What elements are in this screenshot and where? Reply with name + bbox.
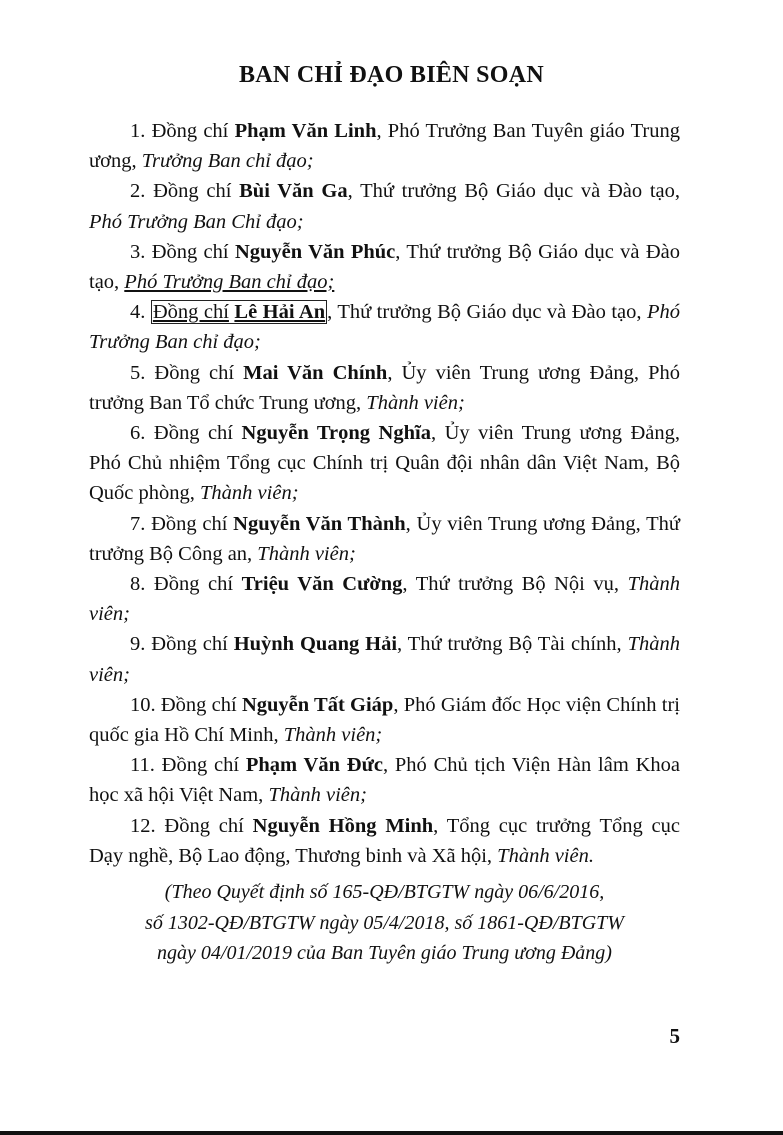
member-role: Phó Trưởng Ban chỉ đạo; bbox=[124, 271, 335, 294]
member-description: , Thứ trưởng Bộ Nội vụ, bbox=[402, 573, 628, 596]
page-number: 5 bbox=[669, 1024, 680, 1048]
entry-number: 7. Đồng chí bbox=[130, 512, 228, 535]
member-description: , Ủy viên Trung ương Đảng, Thứ trưởng Bộ Công an, bbox=[89, 512, 680, 565]
member-description: , Phó Trưởng Ban Tuyên giáo Trung ương, bbox=[89, 120, 681, 173]
member-role: Phó Trưởng Ban chỉ đạo; bbox=[89, 301, 681, 354]
source-line: (Theo Quyết định số 165-QĐ/BTGTW ngày 06/6/2016, bbox=[164, 881, 605, 903]
member-name: Bùi Văn Ga bbox=[239, 180, 348, 203]
member-description: , Thứ trưởng Bộ Giáo dục và Đào tạo, bbox=[89, 240, 680, 294]
entry-number: 6. Đồng chí bbox=[130, 422, 234, 445]
member-description: , Ủy viên Trung ương Đảng, Phó trưởng Ban Tổ chức Trung ương, bbox=[89, 361, 680, 414]
entry-number: 12. Đồng chí bbox=[130, 814, 244, 837]
list-item bbox=[89, 297, 680, 357]
member-role: Thành viên; bbox=[89, 633, 680, 686]
list-item bbox=[89, 116, 680, 176]
bottom-divider bbox=[0, 1131, 783, 1135]
member-role: Phó Trưởng Ban Chỉ đạo; bbox=[89, 210, 304, 233]
highlighted-name-box bbox=[151, 300, 327, 324]
member-description: , Thứ trưởng Bộ Tài chính, bbox=[397, 633, 628, 656]
member-role: Thành viên. bbox=[497, 844, 594, 867]
member-role: Thành viên; bbox=[89, 573, 681, 626]
entry-number: 3. Đồng chí bbox=[130, 240, 229, 263]
member-name: Phạm Văn Linh bbox=[234, 120, 377, 142]
entry-number: 2. Đồng chí bbox=[130, 180, 232, 203]
member-name: Lê Hải An bbox=[234, 301, 326, 324]
entry-number: 9. Đồng chí bbox=[130, 633, 228, 656]
source-line: ngày 04/01/2019 của Ban Tuyên giáo Trung ương Đảng) bbox=[157, 942, 612, 964]
source-note bbox=[89, 877, 680, 969]
list-item bbox=[89, 750, 680, 810]
member-description: , Tổng cục trưởng Tổng cục Dạy nghề, Bộ Lao động, Thương binh và Xã hội, bbox=[89, 814, 680, 867]
member-description: , Thứ trưởng Bộ Giáo dục và Đào tạo, bbox=[327, 301, 647, 324]
entry-number: 5. Đồng chí bbox=[130, 361, 235, 384]
member-name: Phạm Văn Đức bbox=[245, 754, 383, 777]
list-item bbox=[89, 629, 680, 689]
member-role: Thành viên; bbox=[366, 391, 465, 414]
list-item bbox=[89, 509, 680, 569]
member-name: Mai Văn Chính bbox=[243, 361, 388, 384]
member-description: , Ủy viên Trung ương Đảng, Phó Chủ nhiệm Tổng cục Chính trị Quân đội nhân dân Việt Nam, Bộ Quốc phòng, bbox=[89, 422, 680, 505]
source-line: số 1302-QĐ/BTGTW ngày 05/4/2018, số 1861-QĐ/BTGTW bbox=[145, 911, 624, 934]
member-name: Nguyễn Tất Giáp bbox=[241, 693, 394, 716]
member-role: Thành viên; bbox=[283, 724, 383, 747]
entry-number: 11. Đồng chí bbox=[130, 754, 240, 777]
entry-number: 10. Đồng chí bbox=[130, 693, 237, 716]
list-item bbox=[89, 418, 680, 509]
name-prefix: Đồng chí bbox=[152, 301, 229, 324]
member-role: Thành viên; bbox=[257, 542, 356, 565]
member-role: Trưởng Ban chỉ đạo; bbox=[141, 150, 314, 173]
member-list bbox=[89, 116, 680, 871]
list-item bbox=[89, 690, 680, 750]
member-role: Thành viên; bbox=[200, 482, 299, 505]
member-description: , Thứ trưởng Bộ Giáo dục và Đào tạo, bbox=[347, 180, 680, 203]
member-name: Nguyễn Văn Phúc bbox=[234, 240, 396, 263]
member-name: Nguyễn Hồng Minh bbox=[252, 814, 434, 837]
list-item bbox=[89, 176, 680, 236]
page-title: BAN CHỈ ĐẠO BIÊN SOẠN bbox=[238, 62, 544, 88]
member-description: , Phó Chủ tịch Viện Hàn lâm Khoa học xã hội Việt Nam, bbox=[89, 754, 680, 807]
entry-number: 8. Đồng chí bbox=[130, 573, 234, 596]
list-item bbox=[89, 358, 680, 418]
member-name: Nguyễn Văn Thành bbox=[233, 512, 406, 535]
list-item bbox=[89, 811, 680, 871]
member-name: Nguyễn Trọng Nghĩa bbox=[241, 422, 431, 445]
member-role: Thành viên; bbox=[268, 784, 367, 807]
entry-number: 1. Đồng chí bbox=[130, 120, 229, 142]
entry-number: 4. bbox=[130, 301, 146, 324]
member-name: Triệu Văn Cường bbox=[241, 573, 403, 596]
member-name: Huỳnh Quang Hải bbox=[233, 633, 398, 656]
list-item bbox=[89, 237, 680, 297]
list-item bbox=[89, 569, 680, 629]
member-description: , Phó Giám đốc Học viện Chính trị quốc gia Hồ Chí Minh, bbox=[89, 693, 680, 747]
